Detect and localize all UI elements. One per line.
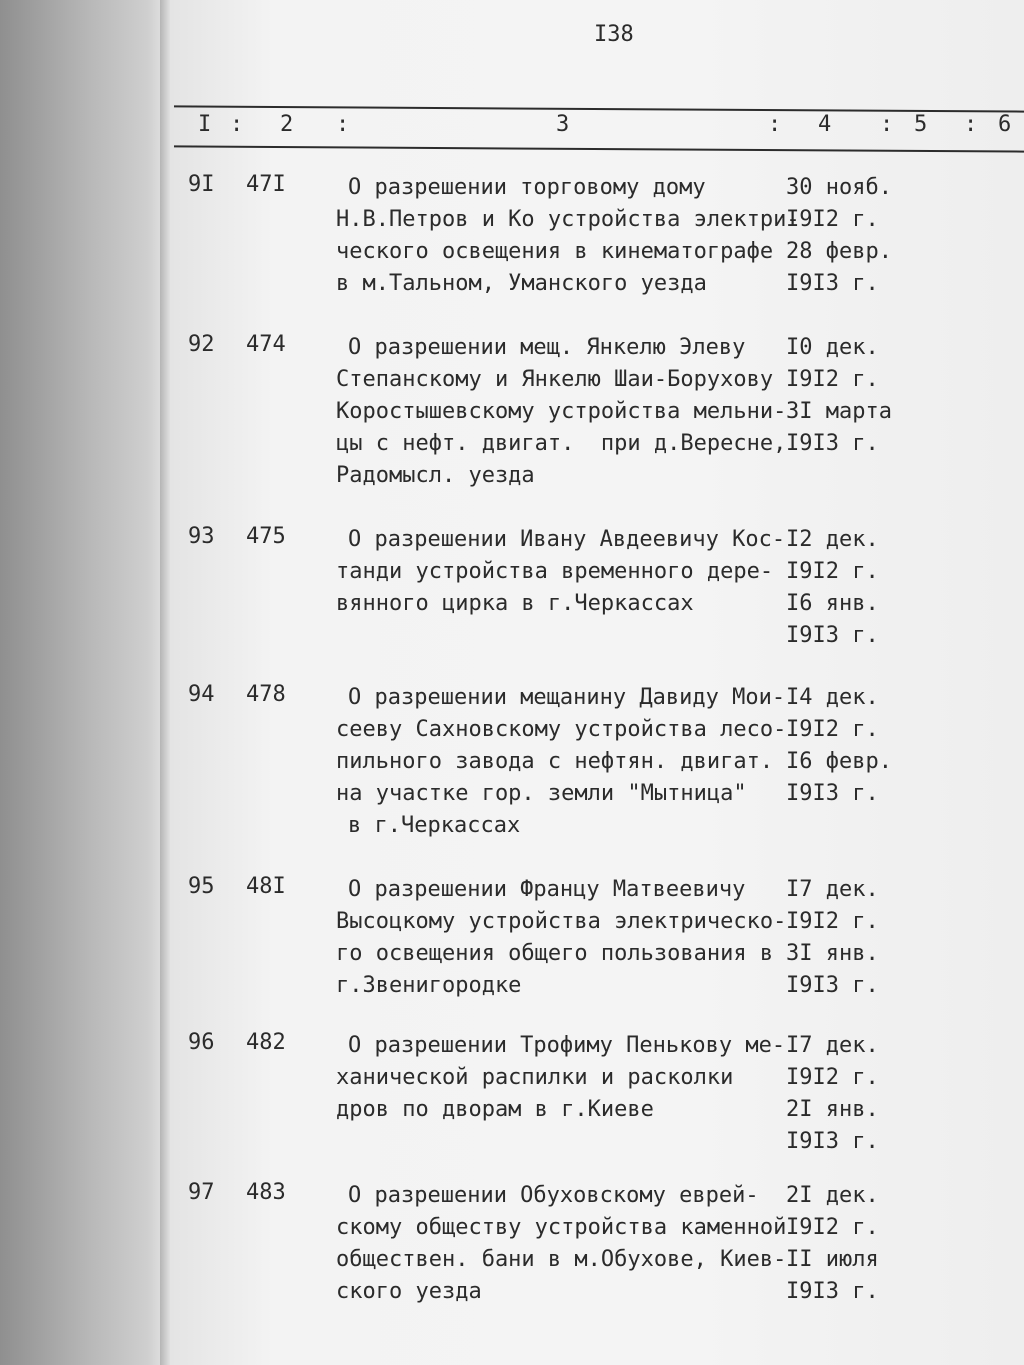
file-number: 474 <box>246 332 286 357</box>
header-rule-top <box>174 105 1024 112</box>
end-year: I9I3 г. <box>786 1129 879 1154</box>
description-line: Радомысл. уезда <box>336 463 535 488</box>
end-date: I6 февр. <box>786 749 892 774</box>
description-line: танди устройства временного дере- <box>336 559 774 584</box>
entry-description <box>336 1180 796 1308</box>
entry-description <box>336 332 796 492</box>
description-line: ханической распилки и расколки <box>336 1065 734 1090</box>
description-line: Степанскому и Янкелю Шаи-Борухову <box>336 367 774 392</box>
description-line: сееву Сахновскому устройства лесо- <box>336 717 787 742</box>
entry-description <box>336 682 796 842</box>
entry-number: 95 <box>188 874 215 899</box>
file-number: 48I <box>246 874 286 899</box>
description-line: Высоцкому устройства электрическо- <box>336 909 787 934</box>
header-separator: : <box>768 112 782 137</box>
file-number: 47I <box>246 172 286 197</box>
start-year: I9I2 г. <box>786 559 879 584</box>
header-col-4: 4 <box>818 112 832 137</box>
left-page-edge <box>0 0 168 1365</box>
entry-dates <box>786 332 896 460</box>
end-year: I9I3 г. <box>786 271 879 296</box>
entry-number: 93 <box>188 524 215 549</box>
end-date: 2I янв. <box>786 1097 879 1122</box>
entry-number: 97 <box>188 1180 215 1205</box>
description-line: вянного цирка в г.Черкассах <box>336 591 694 616</box>
start-year: I9I2 г. <box>786 1215 879 1240</box>
end-date: 3I янв. <box>786 941 879 966</box>
file-number: 478 <box>246 682 286 707</box>
file-number: 482 <box>246 1030 286 1055</box>
start-date: I2 дек. <box>786 527 879 552</box>
description-line: Коростышевскому устройства мельни- <box>336 399 787 424</box>
end-date: 3I марта <box>786 399 892 424</box>
start-year: I9I2 г. <box>786 367 879 392</box>
header-col-2: 2 <box>280 112 294 137</box>
description-line: О разрешении мещанину Давиду Мои- <box>348 685 786 710</box>
entry-description <box>336 524 796 620</box>
entry-dates <box>786 524 896 652</box>
entry-dates <box>786 172 896 300</box>
header-separator: : <box>964 112 978 137</box>
end-date: 28 февр. <box>786 239 892 264</box>
end-year: I9I3 г. <box>786 973 879 998</box>
file-number: 483 <box>246 1180 286 1205</box>
start-year: I9I2 г. <box>786 909 879 934</box>
header-rule-bottom <box>174 145 1024 152</box>
end-year: I9I3 г. <box>786 781 879 806</box>
entry-number: 9I <box>188 172 215 197</box>
description-line: г.Звенигородке <box>336 973 522 998</box>
description-line: в м.Тальном, Уманского уезда <box>336 271 707 296</box>
description-line: О разрешении Францу Матвеевичу <box>348 877 746 902</box>
description-line: О разрешении мещ. Янкелю Элеву <box>348 335 746 360</box>
description-line: ческого освещения в кинематографе <box>336 239 774 264</box>
description-line: цы с нефт. двигат. при д.Вересне, <box>336 431 787 456</box>
entry-number: 96 <box>188 1030 215 1055</box>
start-date: I7 дек. <box>786 1033 879 1058</box>
start-date: I0 дек. <box>786 335 879 360</box>
description-line: ского уезда <box>336 1279 482 1304</box>
entry-dates <box>786 874 896 1002</box>
description-line: го освещения общего пользования в <box>336 941 774 966</box>
end-date: II июля <box>786 1247 879 1272</box>
document-page <box>170 0 1024 1365</box>
header-col-6: 6 <box>998 112 1012 137</box>
description-line: О разрешении торговому дому <box>348 175 706 200</box>
description-line: скому обществу устройства каменной <box>336 1215 787 1240</box>
description-line: О разрешении Обуховскому еврей- <box>348 1183 759 1208</box>
header-separator: : <box>230 112 244 137</box>
entry-dates <box>786 1180 896 1308</box>
start-date: I4 дек. <box>786 685 879 710</box>
description-line: Н.В.Петров и Ко устройства электри- <box>336 207 800 232</box>
description-line: О разрешении Ивану Авдеевичу Кос- <box>348 527 786 552</box>
end-year: I9I3 г. <box>786 1279 879 1304</box>
header-separator: : <box>336 112 350 137</box>
end-date: I6 янв. <box>786 591 879 616</box>
entry-number: 94 <box>188 682 215 707</box>
start-date: I7 дек. <box>786 877 879 902</box>
description-line: пильного завода с нефтян. двигат. <box>336 749 774 774</box>
start-date: 30 нояб. <box>786 175 892 200</box>
start-date: 2I дек. <box>786 1183 879 1208</box>
entry-description <box>336 1030 796 1126</box>
end-year: I9I3 г. <box>786 623 879 648</box>
description-line: на участке гор. земли "Мытница" <box>336 781 747 806</box>
description-line: обществен. бани в м.Обухове, Киев- <box>336 1247 787 1272</box>
description-line: О разрешении Трофиму Пенькову ме- <box>348 1033 786 1058</box>
entry-dates <box>786 682 896 810</box>
description-line: дров по дворам в г.Киеве <box>336 1097 654 1122</box>
start-year: I9I2 г. <box>786 207 879 232</box>
start-year: I9I2 г. <box>786 1065 879 1090</box>
entry-description <box>336 172 800 300</box>
header-separator: : <box>880 112 894 137</box>
header-col-1: I <box>198 112 212 137</box>
entry-number: 92 <box>188 332 215 357</box>
page-number: I38 <box>594 22 634 47</box>
entry-dates <box>786 1030 896 1158</box>
end-year: I9I3 г. <box>786 431 879 456</box>
description-line: в г.Черкассах <box>348 813 521 838</box>
start-year: I9I2 г. <box>786 717 879 742</box>
header-col-3: 3 <box>556 112 570 137</box>
file-number: 475 <box>246 524 286 549</box>
entry-description <box>336 874 796 1002</box>
header-col-5: 5 <box>914 112 928 137</box>
